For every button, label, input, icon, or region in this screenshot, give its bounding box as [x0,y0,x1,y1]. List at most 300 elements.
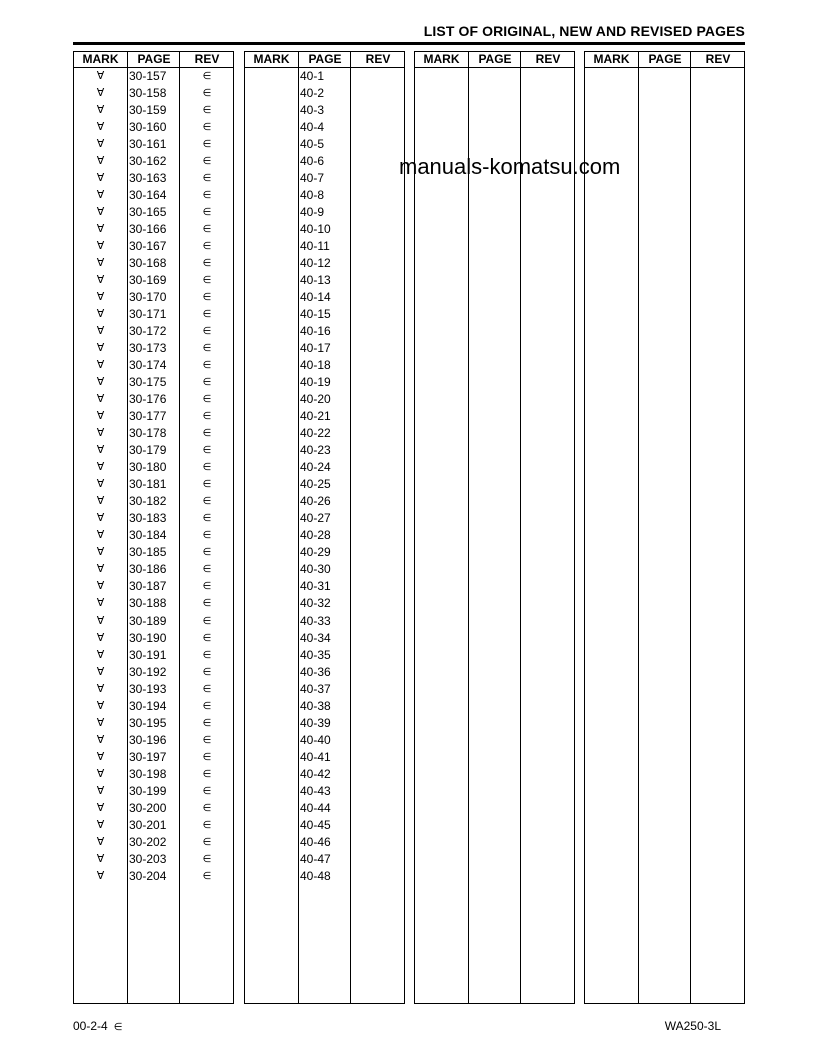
rev-icon: ∈ [202,224,212,236]
page-cell: 40-33 [300,613,331,628]
mark-icon [245,868,298,885]
table-row [245,391,404,408]
mark-icon: ∀ [96,597,105,610]
table-row [74,340,233,357]
page-cell: 40-2 [300,86,325,101]
mark-icon: ∀ [96,206,105,219]
page-cell: 40-22 [300,426,331,441]
page-cell: 40-35 [300,647,331,662]
table-row [245,698,404,715]
table-row [74,476,233,493]
page-cell: 30-186 [129,562,167,577]
rev-icon: ∈ [202,207,212,219]
mark-icon [245,664,298,681]
mark-icon [245,783,298,800]
rev-icon: ∈ [202,343,212,355]
table-row [245,766,404,783]
mark-icon [245,374,298,391]
table-row [74,204,233,221]
table-row [245,442,404,459]
table-header [245,52,404,68]
page-cell: 40-29 [300,545,331,560]
table-row [245,85,404,102]
rev-icon [351,544,405,561]
page-cell: 40-42 [300,766,331,781]
page-cell: 30-201 [129,817,167,832]
rev-icon [351,68,405,85]
page-cell: 30-184 [129,528,167,543]
mark-icon [245,119,298,136]
table-row [74,238,233,255]
rev-icon [351,766,405,783]
page-cell: 40-9 [300,205,325,220]
header-page: PAGE [308,52,342,66]
mark-icon [245,493,298,510]
page-table-2 [244,51,405,1004]
table-row [245,834,404,851]
page-cell: 40-31 [300,579,331,594]
table-body [245,68,404,885]
mark-icon [245,527,298,544]
table-row [74,119,233,136]
rev-icon: ∈ [202,751,212,763]
table-row [245,613,404,630]
table-row [74,544,233,561]
rev-icon [351,357,405,374]
mark-icon: ∀ [96,835,105,848]
rev-icon: ∈ [202,241,212,253]
column-divider [690,52,691,1003]
rev-icon: ∈ [202,445,212,457]
table-row [74,136,233,153]
page-cell: 40-4 [300,120,325,135]
header-page: PAGE [137,52,171,66]
rev-icon: ∈ [202,377,212,389]
table-row [74,170,233,187]
page-cell: 30-182 [129,494,167,509]
mark-icon: ∀ [96,563,105,576]
column-divider [638,52,639,1003]
rev-icon [351,630,405,647]
rev-icon [351,255,405,272]
rev-icon: ∈ [202,173,212,185]
table-row [245,323,404,340]
rev-icon [351,340,405,357]
rev-icon: ∈ [202,819,212,831]
rev-icon: ∈ [202,309,212,321]
page-cell: 30-178 [129,426,167,441]
table-row [74,85,233,102]
mark-icon [245,357,298,374]
page-cell: 40-24 [300,460,331,475]
mark-icon [245,817,298,834]
mark-icon: ∀ [96,461,105,474]
rev-icon: ∈ [202,717,212,729]
mark-icon [245,476,298,493]
table-row [245,800,404,817]
mark-icon [245,408,298,425]
mark-icon: ∀ [96,495,105,508]
rev-icon: ∈ [202,326,212,338]
mark-icon: ∀ [96,767,105,780]
rev-icon: ∈ [202,581,212,593]
table-row [74,493,233,510]
mark-icon [245,578,298,595]
header-rev: REV [705,52,731,66]
table-row [74,766,233,783]
page-cell: 40-17 [300,341,331,356]
rev-icon: ∈ [202,870,212,882]
page-cell: 40-14 [300,290,331,305]
rev-icon: ∈ [202,547,212,559]
page-cell: 30-194 [129,698,167,713]
page-cell: 40-30 [300,562,331,577]
page-cell: 40-34 [300,630,331,645]
table-header [74,52,233,68]
page-cell: 40-3 [300,103,325,118]
rev-icon: ∈ [202,768,212,780]
table-row [245,255,404,272]
table-row [74,187,233,204]
table-row [245,681,404,698]
table-row [245,630,404,647]
page-cell: 30-175 [129,375,167,390]
table-row [245,527,404,544]
table-row [245,119,404,136]
mark-icon [245,459,298,476]
page-cell: 30-198 [129,766,167,781]
page-cell: 40-44 [300,800,331,815]
mark-icon: ∀ [96,512,105,525]
rev-icon [351,561,405,578]
table-row [74,153,233,170]
page-cell: 30-177 [129,409,167,424]
page-cell: 40-36 [300,664,331,679]
rev-icon: ∈ [202,156,212,168]
rev-icon: ∈ [202,122,212,134]
page-cell: 40-8 [300,188,325,203]
header-mark: MARK [593,52,630,66]
rev-icon [351,289,405,306]
rev-icon: ∈ [202,530,212,542]
rev-icon [351,221,405,238]
table-row [245,783,404,800]
page-cell: 40-12 [300,256,331,271]
table-row [74,408,233,425]
mark-icon: ∀ [96,631,105,644]
mark-icon [245,68,298,85]
page-cell: 40-19 [300,375,331,390]
rev-icon: ∈ [202,292,212,304]
table-row [74,749,233,766]
table-row [245,136,404,153]
mark-icon: ∀ [96,325,105,338]
mark-icon [245,136,298,153]
mark-icon: ∀ [96,444,105,457]
page-cell: 30-190 [129,630,167,645]
rev-icon [351,851,405,868]
rev-icon [351,715,405,732]
mark-icon: ∀ [96,784,105,797]
column-divider [468,52,469,1003]
table-row [245,153,404,170]
rev-icon [351,476,405,493]
mark-icon: ∀ [96,359,105,372]
rev-icon [351,323,405,340]
table-row [74,630,233,647]
rev-icon: ∈ [202,71,212,82]
rev-icon [351,408,405,425]
rev-icon: ∈ [202,462,212,474]
table-row [74,425,233,442]
mark-icon: ∀ [96,852,105,865]
rev-icon [351,272,405,289]
mark-icon: ∀ [96,70,105,82]
page-cell: 40-48 [300,868,331,883]
table-row [74,391,233,408]
mark-icon: ∀ [96,733,105,746]
mark-icon: ∀ [96,699,105,712]
page-cell: 40-26 [300,494,331,509]
mark-icon: ∀ [96,376,105,389]
mark-icon [245,715,298,732]
page-cell: 30-158 [129,86,167,101]
mark-icon [245,238,298,255]
page-cell: 30-202 [129,834,167,849]
page-cell: 30-200 [129,800,167,815]
mark-icon [245,561,298,578]
rev-icon: ∈ [202,836,212,848]
mark-icon: ∀ [96,257,105,270]
page-cell: 30-159 [129,103,167,118]
table-row [74,272,233,289]
mark-icon: ∀ [96,240,105,253]
rev-icon: ∈ [202,105,212,117]
page-cell: 40-25 [300,477,331,492]
page-cell: 40-41 [300,749,331,764]
page-cell: 40-7 [300,171,325,186]
mark-icon: ∀ [96,427,105,440]
mark-icon: ∀ [96,580,105,593]
rev-icon: ∈ [202,428,212,440]
table-row [74,306,233,323]
table-row [74,102,233,119]
page-cell: 40-11 [300,239,330,254]
page-cell: 30-165 [129,205,167,220]
mark-icon: ∀ [96,104,105,117]
mark-icon: ∀ [96,648,105,661]
mark-icon: ∀ [96,393,105,406]
page-cell: 30-181 [129,477,167,492]
rev-icon: ∈ [202,700,212,712]
table-row [245,749,404,766]
rev-icon: ∈ [202,666,212,678]
page-cell: 30-188 [129,596,167,611]
mark-icon [245,255,298,272]
rev-icon: ∈ [202,496,212,508]
mark-icon [245,221,298,238]
header-rev: REV [194,52,220,66]
table-row [245,170,404,187]
rev-icon [351,374,405,391]
table-row [74,834,233,851]
table-row [245,306,404,323]
table-row [245,868,404,885]
table-row [245,595,404,612]
page-cell: 30-187 [129,579,167,594]
table-row [74,732,233,749]
rev-icon [351,578,405,595]
rev-icon: ∈ [202,802,212,814]
rev-icon: ∈ [202,649,212,661]
rev-icon: ∈ [202,479,212,491]
column-divider [520,52,521,1003]
page-cell: 30-168 [129,256,167,271]
table-row [245,493,404,510]
mark-icon: ∀ [96,189,105,202]
page-cell: 30-185 [129,545,167,560]
page-cell: 30-189 [129,613,167,628]
mark-icon [245,323,298,340]
page-cell: 40-40 [300,732,331,747]
mark-icon [245,510,298,527]
header-mark: MARK [82,52,119,66]
mark-icon [245,698,298,715]
mark-icon: ∀ [96,121,105,134]
page-cell: 30-179 [129,443,167,458]
mark-icon: ∀ [96,291,105,304]
mark-icon [245,749,298,766]
page-cell: 40-47 [300,851,331,866]
mark-icon: ∀ [96,274,105,287]
table-row [74,868,233,885]
header-rev: REV [365,52,391,66]
page-cell: 30-199 [129,783,167,798]
mark-icon: ∀ [96,342,105,355]
rev-icon [351,442,405,459]
rev-icon: ∈ [202,190,212,202]
rev-icon: ∈ [202,411,212,423]
rev-icon [351,647,405,664]
page-cell: 30-172 [129,324,167,339]
table-row [74,442,233,459]
mark-icon: ∀ [96,818,105,831]
page-cell: 30-180 [129,460,167,475]
table-row [74,459,233,476]
rev-icon: ∈ [202,88,212,100]
page-cell: 30-160 [129,120,167,135]
table-row [245,561,404,578]
rev-icon [351,613,405,630]
mark-icon [245,391,298,408]
rev-icon [351,85,405,102]
table-row [74,613,233,630]
rev-icon [351,119,405,136]
rev-icon [351,800,405,817]
mark-icon [245,272,298,289]
footer-model: WA250-3L [664,1019,721,1033]
mark-icon [245,834,298,851]
table-row [245,459,404,476]
mark-icon [245,613,298,630]
rev-icon: ∈ [202,632,212,644]
page-cell: 30-197 [129,749,167,764]
mark-icon [245,102,298,119]
header-page: PAGE [478,52,512,66]
page-cell: 40-10 [300,222,331,237]
mark-icon [245,544,298,561]
table-row [74,510,233,527]
page-cell: 30-196 [129,732,167,747]
table-row [74,817,233,834]
rev-icon [351,681,405,698]
mark-icon: ∀ [96,87,105,100]
page-cell: 40-28 [300,528,331,543]
page-cell: 30-164 [129,188,167,203]
table-header [585,52,744,68]
mark-icon: ∀ [96,801,105,814]
page-cell: 40-27 [300,511,331,526]
page-cell: 30-203 [129,851,167,866]
table-row [245,238,404,255]
rev-icon [351,204,405,221]
table-header [415,52,574,68]
table-row [245,340,404,357]
table-row [74,681,233,698]
mark-icon [245,306,298,323]
rev-icon [351,136,405,153]
table-row [245,187,404,204]
page-cell: 40-37 [300,681,331,696]
page-cell: 40-39 [300,715,331,730]
table-row [245,817,404,834]
rev-icon: ∈ [202,360,212,372]
rev-icon: ∈ [202,734,212,746]
header-page: PAGE [648,52,682,66]
table-row [74,289,233,306]
rev-icon [351,102,405,119]
mark-icon [245,340,298,357]
table-row [74,800,233,817]
header-rev: REV [535,52,561,66]
table-row [74,374,233,391]
table-row [245,408,404,425]
header-mark: MARK [423,52,460,66]
mark-icon [245,170,298,187]
page-cell: 30-161 [129,137,167,152]
rev-icon [351,153,405,170]
table-row [74,323,233,340]
page-cell: 30-174 [129,358,167,373]
mark-icon: ∀ [96,546,105,559]
mark-icon: ∀ [96,308,105,321]
mark-icon [245,630,298,647]
page-cell: 30-170 [129,290,167,305]
table-row [245,851,404,868]
page-cell: 30-171 [129,307,167,322]
table-row [245,289,404,306]
table-row [74,527,233,544]
page-cell: 40-32 [300,596,331,611]
rev-icon [351,459,405,476]
mark-icon [245,442,298,459]
rev-icon [351,664,405,681]
rev-icon: ∈ [202,258,212,270]
rev-icon [351,732,405,749]
table-row [74,647,233,664]
page-cell: 40-6 [300,154,325,169]
page-cell: 40-5 [300,137,325,152]
